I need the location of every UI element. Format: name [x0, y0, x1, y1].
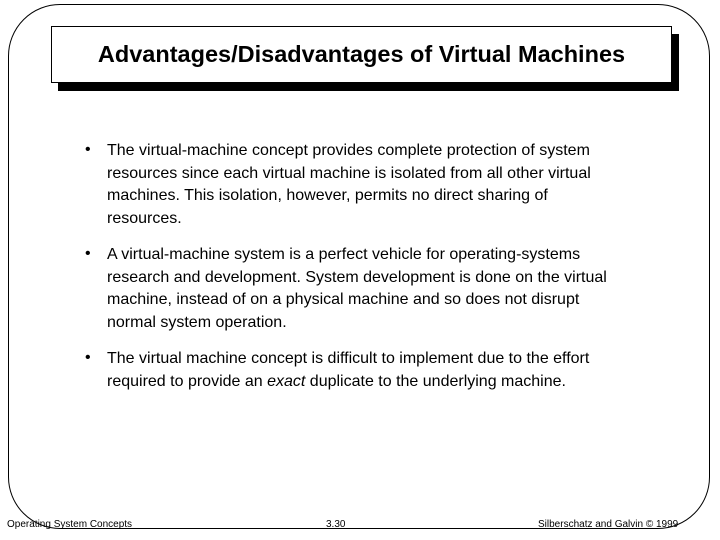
- bullet-text: A virtual-machine system is a perfect vehicle for operating-systems research and development. System development is done on the virtual machine, instead of on a physical machine and so does not disrupt normal system operation.: [107, 246, 607, 331]
- footer-copyright: Silberschatz and Galvin © 1999: [538, 519, 679, 530]
- footer-course-title: Operating System Concepts: [7, 519, 133, 530]
- bullet-icon: •: [85, 141, 91, 158]
- bullet-icon: •: [85, 245, 91, 262]
- emphasis-text: exact: [267, 372, 306, 390]
- bullet-text-part: duplicate to the underlying machine.: [305, 372, 566, 390]
- bullet-text-part: The virtual machine concept is difficult to implement due to the effort required to provide an: [107, 350, 590, 390]
- bullet-item: [85, 244, 625, 334]
- bullet-text: [107, 348, 625, 393]
- bullet-icon: •: [85, 349, 91, 366]
- bullet-text: The virtual-machine concept provides complete protection of system resources since each virtual machine is isolated from all other virtual machines. This isolation, however, permits no direct sharing of resources.: [107, 142, 591, 227]
- bullet-item: [85, 348, 625, 393]
- bullet-list: [85, 140, 625, 407]
- slide-title: Advantages/Disadvantages of Virtual Machines: [97, 41, 626, 67]
- bullet-item: [85, 140, 625, 230]
- footer-slide-number: 3.30: [326, 519, 346, 530]
- title-box: [51, 26, 672, 83]
